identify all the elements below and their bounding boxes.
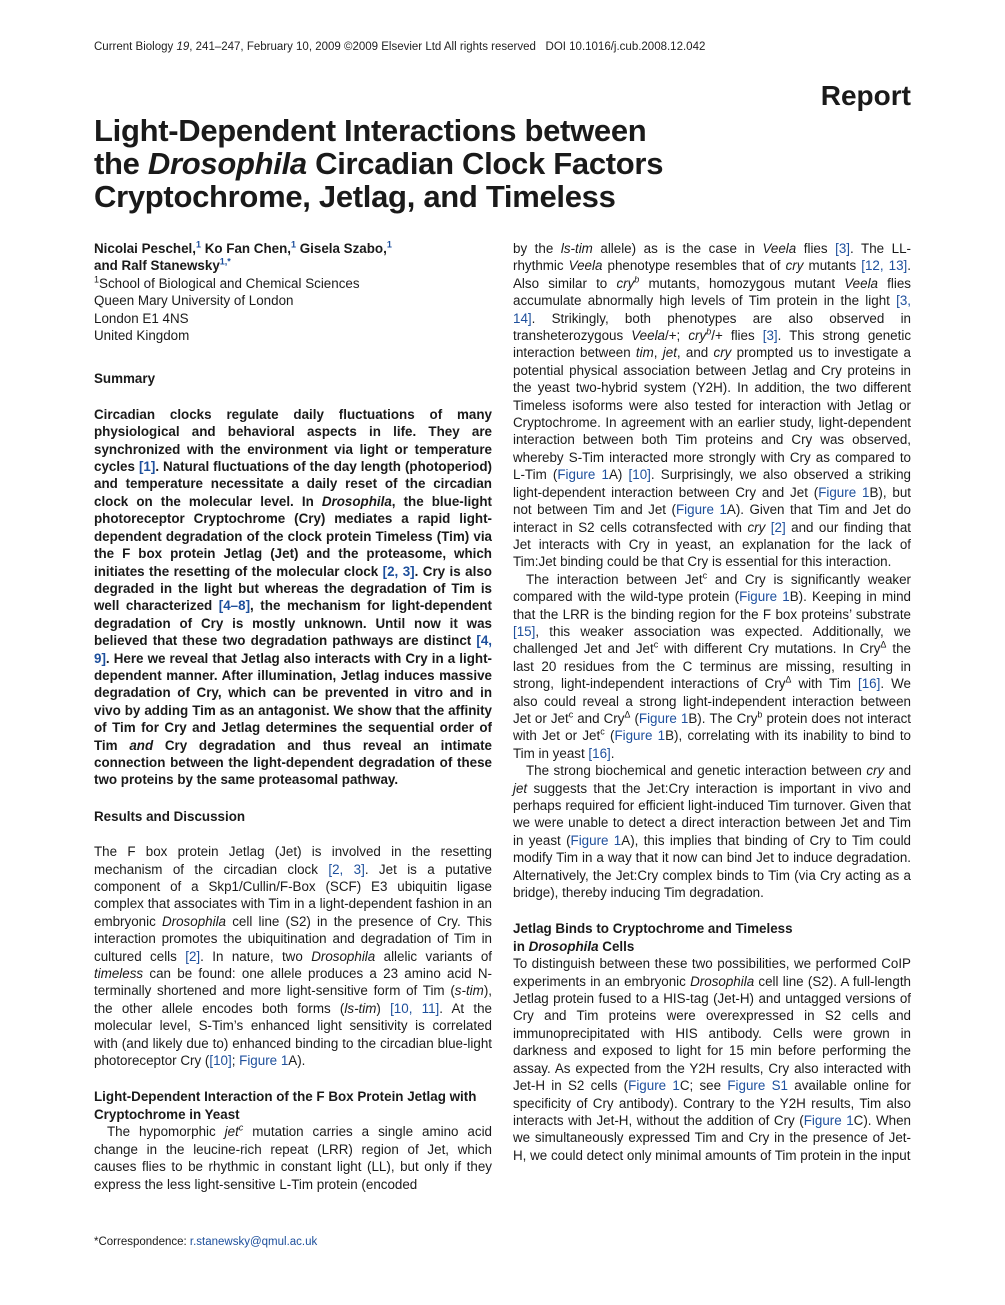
title-line-2 bbox=[94, 147, 714, 180]
citation-link[interactable]: [16] bbox=[588, 745, 611, 761]
results-paragraph-1: The F box protein Jetlag (Jet) is involved in the resetting mechanism of the circadian clock [2, 3]. Jet is a putative component of a Skp1/Cullin/F-Box (SCF) E3 ubiquitin ligase complex that associates with Tim in a light-dependent fashion in an embryonic Drosophila cell line (S2) in the presence of Cry. This interaction promotes the ubiquitination and degradation of Tim in cultured cells [2]. In nature, two Drosophila allelic variants of timeless can be found: one allele produces a 23 amino acid N-terminally shortened and more light-sensitive form of Tim (s-tim), the other allele encodes both forms (ls-tim) [10, 11]. At the molecular level, S-Tim’s enhanced light sensitivity is correlated with (and likely due to) enhanced binding to the circadian blue-light photoreceptor Cry ([10]; Figure 1A). bbox=[94, 844, 493, 1069]
citation-link[interactable]: [4–8] bbox=[218, 598, 251, 614]
results-paragraph-5: To distinguish between these two possibilities, we performed CoIP experiments in an embryonic Drosophila cell line (S2). A full-length Jetlag protein fused to a HIS-tag (Jet-H) and untagged versions of Cry and Tim proteins were overexpressed in S2 cells and immunoprecipitated with HIS antibody. Cells were grown in darkness and exposed to light for 15 min before performing the assay. As expected from the Y2H results, Cry also interacted with Jet-H in S2 cells (Figure 1C; see Figure S1 available online for specificity of Cry antibody). Contrary to the Y2H results, Tim also interacts with Jet-H, without the addition of Cry (Figure 1C). When we simultaneously expressed Tim and Cry in the presence of Jet-H, we could detect only minimal amounts of Tim protein in the input bbox=[513, 956, 912, 1163]
left-column bbox=[94, 240, 492, 1193]
affil-sup: 1 bbox=[195, 239, 201, 250]
citation-link[interactable]: [2] bbox=[185, 948, 201, 964]
citation-link[interactable]: [3] bbox=[835, 241, 850, 256]
author-4: and Ralf Stanewsky bbox=[94, 258, 220, 274]
heading-line-2-pre: in bbox=[513, 938, 529, 954]
results-paragraph-2: The hypomorphic jet$^c$ mutation carries a single amino acid change in the leucine-rich repeat (LRR) region of Jet, which causes flies to be rhythmic in constant light (LL), but only if they express the less light-sensitive L-Tim protein (encoded bbox=[94, 1122, 492, 1192]
title-species: Drosophila bbox=[147, 146, 307, 181]
citation-link[interactable]: [2] bbox=[770, 519, 786, 535]
right-column bbox=[513, 240, 911, 1164]
figure-link[interactable]: Figure 1 bbox=[803, 1112, 854, 1128]
affil-sup-corr: 1,* bbox=[219, 256, 231, 267]
affiliation-line-3: London E1 4NS bbox=[94, 310, 189, 326]
author-3: Gisela Szabo, bbox=[296, 241, 387, 256]
citation-link[interactable]: [3, 14] bbox=[513, 293, 911, 326]
figure-link[interactable]: Figure 1 bbox=[239, 1053, 289, 1069]
section-heading-results: Results and Discussion bbox=[94, 808, 246, 824]
author-1: Nicolai Peschel, bbox=[94, 241, 196, 256]
figure-link[interactable]: Figure 1 bbox=[818, 484, 870, 500]
affiliation-line-1: School of Biological and Chemical Sciences bbox=[99, 275, 360, 291]
citation-link[interactable]: [1] bbox=[138, 459, 156, 475]
citation-link[interactable]: [10] bbox=[209, 1053, 232, 1069]
figure-link[interactable]: Figure 1 bbox=[614, 728, 666, 744]
heading-line-2-post: Cells bbox=[598, 938, 635, 954]
results-paragraph-4: The strong biochemical and genetic interaction between cry and jet suggests that the Jet:Cry interaction is important in vivo and perhaps required for efficient light-induced Tim turnover. Given that we were unable to detect a direct interaction between Jet and Tim in yeast (Figure 1A), this implies that binding of Cry to Tim could modify Tim in a way that it now can bind Jet to induce degradation. Alternatively, the Jet:Cry complex binds to Tim (via Cry acting as a bridge), thereby inducing Tim degradation. bbox=[513, 763, 912, 901]
results-paragraph-2-cont: by the ls-tim allele) as is the case in Veela flies [3]. The LL-rhythmic Veela phenotype resembles that of cry mutants [12, 13]. Also similar to cry$^b$ mutants, homozygous mutant Veela flies accumulate abnormally high levels of Tim protein in the light [3, 14]. Strikingly, both phenotypes are also observed in transheterozygous Veela/+; cry$^b$/+ flies [3]. This strong genetic interaction between tim, jet, and cry prompted us to investigate a potential physical association between Jetlag and Cry proteins in the yeast two-hybrid system (Y2H). In addition, the two different Timeless isoforms were also tested for interaction with Jetlag or Cryptochrome. In agreement with an earlier study, light-dependent interaction between both Tim proteins and Cry was observed, whereby S-Tim interacted more strongly with Cry as compared to L-Tim (Figure 1A) [10]. Surprisingly, we also observed a striking light-dependent interaction between Cry and Jet (Figure 1B), but not between Tim and Jet (Figure 1A). Given that Tim and Jet do interact in S2 cells cotransfected with cry [2] and our finding that Jet interacts with Cry in yeast, an explanation for the lack of Tim:Jet binding could be that Cry is essential for this interaction. bbox=[513, 241, 912, 570]
figure-link[interactable]: Figure 1 bbox=[557, 467, 609, 483]
author-2: Ko Fan Chen, bbox=[200, 241, 291, 256]
journal-name: Current Biology bbox=[94, 41, 174, 53]
article-type-label: Report bbox=[820, 80, 911, 111]
section-heading-light-dependent: Light-Dependent Interaction of the F Box Protein Jetlag with Cryptochrome in Yeast bbox=[94, 1089, 477, 1122]
heading-species: Drosophila bbox=[528, 938, 599, 954]
results-paragraph-3: The interaction between Jet$^c$ and Cry is significantly weaker compared with the wild-type protein (Figure 1B). Keeping in mind that the LRR is the binding region for the F box proteins’ substrate [15], this weaker association was expected. Additionally, we challenged Jet and Jet$^c$ with different Cry mutations. In Cry$^\Delta$ the last 20 residues from the C terminus are missing, resulting in strong, light-independent interactions of Cry$^\Delta$ with Tim [16]. We also could reveal a strong light-independent interaction between Jet or Jet$^c$ and Cry$^\Delta$ (Figure 1B). The Cry$^b$ protein does not interact with Jet or Jet$^c$ (Figure 1B), correlating with its inability to bind to Tim in yeast [16]. bbox=[513, 570, 912, 761]
affil-sup: 1 bbox=[94, 274, 100, 285]
heading-line-1: Jetlag Binds to Cryptochrome and Timeless bbox=[513, 921, 793, 937]
title-line-1: Light-Dependent Interactions between bbox=[94, 113, 647, 148]
citation-link[interactable]: [10] bbox=[628, 467, 651, 483]
citation-link[interactable]: [2, 3] bbox=[328, 861, 365, 877]
summary-paragraph: Circadian clocks regulate daily fluctuations of many physiological and behavioral aspects in life. They are synchronized with the environment via light or temperature cycles [1]. Natural fluctuations of the day length (photoperiod) and temperature necessitate a daily reset of the circadian clock on the molecular level. In Drosophila, the blue-light photoreceptor Cryptochrome (Cry) mediates a rapid light-dependent degradation of the clock protein Timeless (Tim) via the F box protein Jetlag (Jet) and the proteasome, which initiates the resetting of the molecular clock [2, 3]. Cry is also degraded in the light but whereas the degradation of Tim is well characterized [4–8], the mechanism for light-dependent degradation of Cry is mostly unknown. Until now it was believed that these two degradation pathways are distinct [4, 9]. Here we reveal that Jetlag also interacts with Cry in a light-dependent manner. After illumination, Jetlag induces massive degradation of Cry, which can be prevented in vitro and in vivo by adding Tim as an antagonist. We show that the affinity of Tim for Cry and Jetlag determines the sequential order of Tim and Cry degradation and thus reveal an intimate connection between the light-dependent degradation of these two proteins by the same proteasomal pathway. bbox=[94, 406, 493, 788]
section-heading-jetlag-binds bbox=[513, 920, 911, 955]
citation-link[interactable]: [10, 11] bbox=[390, 1000, 440, 1016]
journal-citation: , 241–247, February 10, 2009 ©2009 Elsevier Ltd All rights reserved bbox=[189, 41, 536, 53]
citation-link[interactable]: [3] bbox=[762, 328, 778, 344]
title-line-2-post: Circadian Clock Factors bbox=[306, 146, 664, 181]
journal-header bbox=[94, 41, 705, 53]
title-line-3: Cryptochrome, Jetlag, and Timeless bbox=[94, 179, 616, 214]
title-line-2-pre: the bbox=[94, 146, 148, 181]
supplement-link[interactable]: Figure S1 bbox=[727, 1078, 788, 1094]
affil-sup: 1 bbox=[386, 239, 392, 250]
citation-link[interactable]: [12, 13] bbox=[861, 258, 908, 274]
citation-link[interactable]: [4, 9] bbox=[94, 633, 492, 666]
article-title bbox=[94, 114, 714, 213]
footnote-label: *Correspondence: bbox=[94, 1236, 190, 1248]
affiliation bbox=[94, 275, 492, 345]
affiliation-line-4: United Kingdom bbox=[94, 328, 190, 344]
email-link[interactable]: r.stanewsky@qmul.ac.uk bbox=[189, 1236, 318, 1248]
affiliation-line-2: Queen Mary University of London bbox=[94, 293, 294, 309]
figure-link[interactable]: Figure 1 bbox=[675, 502, 727, 518]
figure-link[interactable]: Figure 1 bbox=[739, 589, 790, 605]
figure-link[interactable]: Figure 1 bbox=[570, 832, 622, 848]
journal-volume: 19 bbox=[176, 41, 190, 53]
correspondence-footnote bbox=[94, 1236, 317, 1248]
section-heading-summary: Summary bbox=[94, 371, 156, 387]
doi: DOI 10.1016/j.cub.2008.12.042 bbox=[545, 41, 706, 53]
citation-link[interactable]: [16] bbox=[858, 676, 881, 692]
figure-link[interactable]: Figure 1 bbox=[638, 710, 689, 726]
figure-link[interactable]: Figure 1 bbox=[628, 1078, 680, 1094]
citation-link[interactable]: [2, 3] bbox=[382, 563, 415, 579]
citation-link[interactable]: [15] bbox=[513, 623, 536, 639]
author-list bbox=[94, 240, 492, 275]
affil-sup: 1 bbox=[291, 239, 297, 250]
